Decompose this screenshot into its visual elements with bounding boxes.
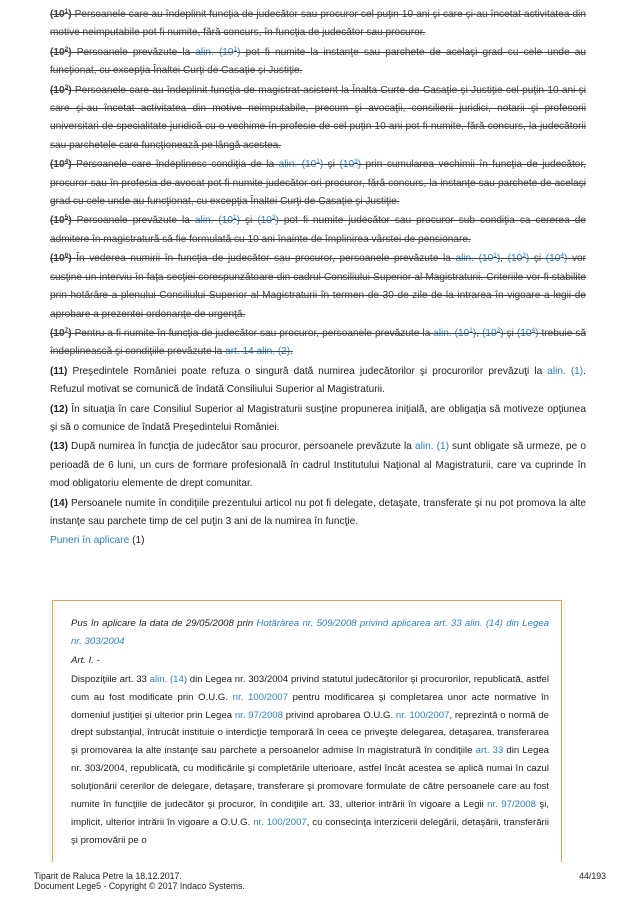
paragraph-number: $(10^5)$ xyxy=(50,214,72,227)
paragraph-number: $(10^1)$ xyxy=(50,8,72,20)
link-alin-10-1[interactable]: alin. $(10^1)$ xyxy=(195,45,241,58)
paragraph-12: (12) În situaţia în care Consiliul Superior al Magistraturii susţine propunerea iniţială, are obligaţia să motiveze opţiunea şi să o comunice de îndată Preşedintelui României. xyxy=(50,403,586,433)
footer-page-number: 44/193 xyxy=(579,871,606,881)
link-alin-1[interactable]: alin. (1) xyxy=(547,365,584,377)
link-art-14-alin-2[interactable]: art. 14 alin. (2) xyxy=(225,346,291,358)
link-oug-100-2007[interactable]: nr. 100/2007 xyxy=(253,816,307,828)
note-article: Art. I. - xyxy=(71,654,100,666)
link-legea-97-2008[interactable]: nr. 97/2008 xyxy=(234,709,283,721)
paragraph-text: Persoanele care au îndeplinit funcţia de judecător sau procuror cel puţin 10 ani şi care şi-au încetat activitatea din motive neimputabile pot fi numite, fără concurs, în funcţia de judecător sau procuror. xyxy=(50,9,586,39)
paragraph-14: (14) Persoanele numite în condiţiile prezentului articol nu pot fi delegate, detaşate, transferate şi nu pot promova la alte instanţe sau parchete timp de cel puţin 3 ani de la numirea în funcţie. xyxy=(50,497,586,527)
paragraph-10-4: $(10^4)$ Persoanele care îndeplinesc condiţia de la alin. $(10^1)$ şi $(10^3)$ prin cumularea vechimii în funcţia de judecător, procuror sau în profesia de avocat pot fi numite judecător ori procuror, fără concurs, la instanţe sau parchete de acelaşi grad cu cele unde au funcţionat, cu excepţia Înaltei Curţi de Casaţie şi Justiţie. xyxy=(50,158,586,208)
paragraph-10-3: $(10^3)$ Persoanele care au îndeplinit funcţia de magistrat-asistent la Înalta Curte de Casaţie şi Justiţie cel puţin 10 ani şi care şi-au încetat activitatea din motive neimputabile, precum şi avocaţii, consilierii juridici, notarii şi profesorii universitari de specialitate juridică cu o vechime în profesie de cel puţin 10 ani pot fi numite, fără concurs, la judecătorii sau parchetele care funcţionează pe lângă acestea. xyxy=(50,83,586,151)
link-alin-10-3[interactable]: $(10^3)$ xyxy=(257,214,279,227)
link-alin-10-3[interactable]: $(10^3)$ xyxy=(339,158,362,171)
paragraph-number: $(10^3)$ xyxy=(50,83,72,96)
link-alin-10-4[interactable]: $(10^4)$ xyxy=(516,326,539,339)
link-alin-10-1[interactable]: alin. $(10^1)$ xyxy=(455,252,501,265)
paragraph-number: (14) xyxy=(50,497,68,509)
paragraph-number: (11) xyxy=(50,365,68,377)
paragraph-11: (11) Preşedintele României poate refuza o singură dată numirea judecătorilor şi procurorilor prevăzuţi la alin. (1). Refuzul motivat se comunică de îndată Consiliului Superior al Magistraturii. xyxy=(50,365,586,396)
link-alin-1[interactable]: alin. (1) xyxy=(414,441,449,453)
link-alin-14[interactable]: alin. (14) xyxy=(149,673,188,685)
link-alin-10-1[interactable]: alin. $(10^1)$ xyxy=(194,214,241,227)
puneri-in-aplicare-link[interactable]: Puneri în aplicare xyxy=(50,535,130,547)
paragraph-number: (13) xyxy=(50,441,68,453)
implementation-note-box xyxy=(52,600,562,862)
paragraph-10-2: $(10^2)$ Persoanele prevăzute la alin. $(10^1)$ pot fi numite la instanţe sau parchete de acelaşi grad cu cele unde au funcţionat, cu excepţia Înaltei Curţi de Casaţie şi Justiţie. xyxy=(50,45,587,77)
page-footer xyxy=(34,871,606,891)
note-heading: Pus în aplicare la data de 29/05/2008 prin Hotărârea nr. 509/2008 privind aplicarea art. 33 alin. (14) din Legea nr. 303/2004 xyxy=(71,618,549,647)
paragraph-number: $(10^6)$ xyxy=(50,252,72,265)
footer-printed-by: Tiparit de Raluca Petre la 18.12.2017. xyxy=(34,871,182,881)
link-legea-97-2008[interactable]: nr. 97/2008 xyxy=(487,799,536,811)
link-alin-10-1[interactable]: alin. $(10^1)$ xyxy=(433,326,477,339)
paragraph-number: $(10^7)$ xyxy=(50,326,72,339)
puneri-in-aplicare: Puneri în aplicare (1) xyxy=(50,535,145,547)
link-alin-10-3[interactable]: $(10^3)$ xyxy=(507,252,530,265)
paragraph-10-7: $(10^7)$ Pentru a fi numite în funcţia de judecător sau procuror, persoanele prevăzute la alin. $(10^1)$, $(10^3)$ şi $(10^4)$ trebuie să îndeplinească şi condiţiile prevăzute la art. 14 alin. (2). xyxy=(50,326,587,358)
paragraph-number: $(10^2)$ xyxy=(50,45,72,58)
link-alin-10-4[interactable]: $(10^4)$ xyxy=(545,252,568,265)
paragraph-10-1 xyxy=(50,6,586,43)
footer-copyright: Document Lege5 - Copyright © 2017 Indaco Systems. xyxy=(34,881,245,891)
link-art-33[interactable]: art. 33 xyxy=(475,745,504,757)
link-oug-100-2007[interactable]: nr. 100/2007 xyxy=(232,691,288,703)
link-alin-10-1[interactable]: alin. $(10^1)$ xyxy=(278,158,324,171)
paragraph-number: $(10^4)$ xyxy=(50,158,72,171)
document-body xyxy=(50,6,586,551)
link-alin-10-3[interactable]: $(10^3)$ xyxy=(482,326,504,339)
paragraph-13: (13) După numirea în funcţia de judecător sau procuror, persoanele prevăzute la alin. (1) sunt obligate să urmeze, pe o perioadă de 6 luni, un curs de formare profesională în cadrul Institutului Naţional al Magistraturii, care va cuprinde în mod obligatoriu elemente de drept comunitar. xyxy=(50,441,586,490)
paragraph-number: (12) xyxy=(50,403,68,415)
link-oug-100-2007[interactable]: nr. 100/2007 xyxy=(395,709,450,721)
paragraph-10-5: $(10^5)$ Persoanele prevăzute la alin. $(10^1)$ şi $(10^3)$ pot fi numite judecător sau procuror sub condiţia ca cererea de admitere în magistratură să fie formulată cu 10 ani înainte de împlinirea vârstei de pensionare. xyxy=(50,214,586,245)
note-body: Dispoziţiile art. 33 alin. (14) din Legea nr. 303/2004 privind statutul judecătorilor şi procurorilor, republicată, astfel cum au fost modificate prin O.U.G. nr. 100/2007 pentru modificarea şi completarea unor acte normative în domeniul justiţiei şi ulterior prin Legea nr. 97/2008 privind aprobarea O.U.G. nr. 100/2007, reprezintă o normă de drept substanţial, întrucât instituie o interdicţie temporară în ceea ce priveşte delegarea, detaşarea, transferarea şi promovarea la alte instanţe sau parchete a persoanelor admise în magistratură în condiţiile art. 33 din Legea nr. 303/2004, republicată, cu modificările şi completările ulterioare, astfel încât acestea se aplică numai în cazul soluţionării cererilor de delegare, detaşare, transferare şi promovare formulate de către persoanele care au fost numite în funcţiile de judecător şi procuror, în condiţiile art. 33, ulterior intrării în vigoare a Legii nr. 97/2008 şi, implicit, ulterior intrării în vigoare a O.U.G. nr. 100/2007, cu consecinţa interzicerii delegării, detaşării, transferării şi promovării pe o xyxy=(71,673,550,846)
link-hotararea-509-2008[interactable]: Hotărârea nr. 509/2008 privind aplicarea art. 33 alin. (14) din Legea nr. 303/2004 xyxy=(71,618,549,647)
paragraph-10-6: $(10^6)$ În vederea numirii în funcţia de judecător sau procuror, persoanele prevăzute la alin. $(10^1)$, $(10^3)$ şi $(10^4)$ vor susţine un interviu în faţa secţiei corespunzătoare din cadrul Consiliului Superior al Magistraturii. Criteriile vor fi stabilite prin hotărâre a plenului Consiliului Superior al Magistraturii în termen de 30 de zile de la intrarea în vigoare a legii de aprobare a prezentei ordonanţe de urgenţă. xyxy=(50,252,587,320)
